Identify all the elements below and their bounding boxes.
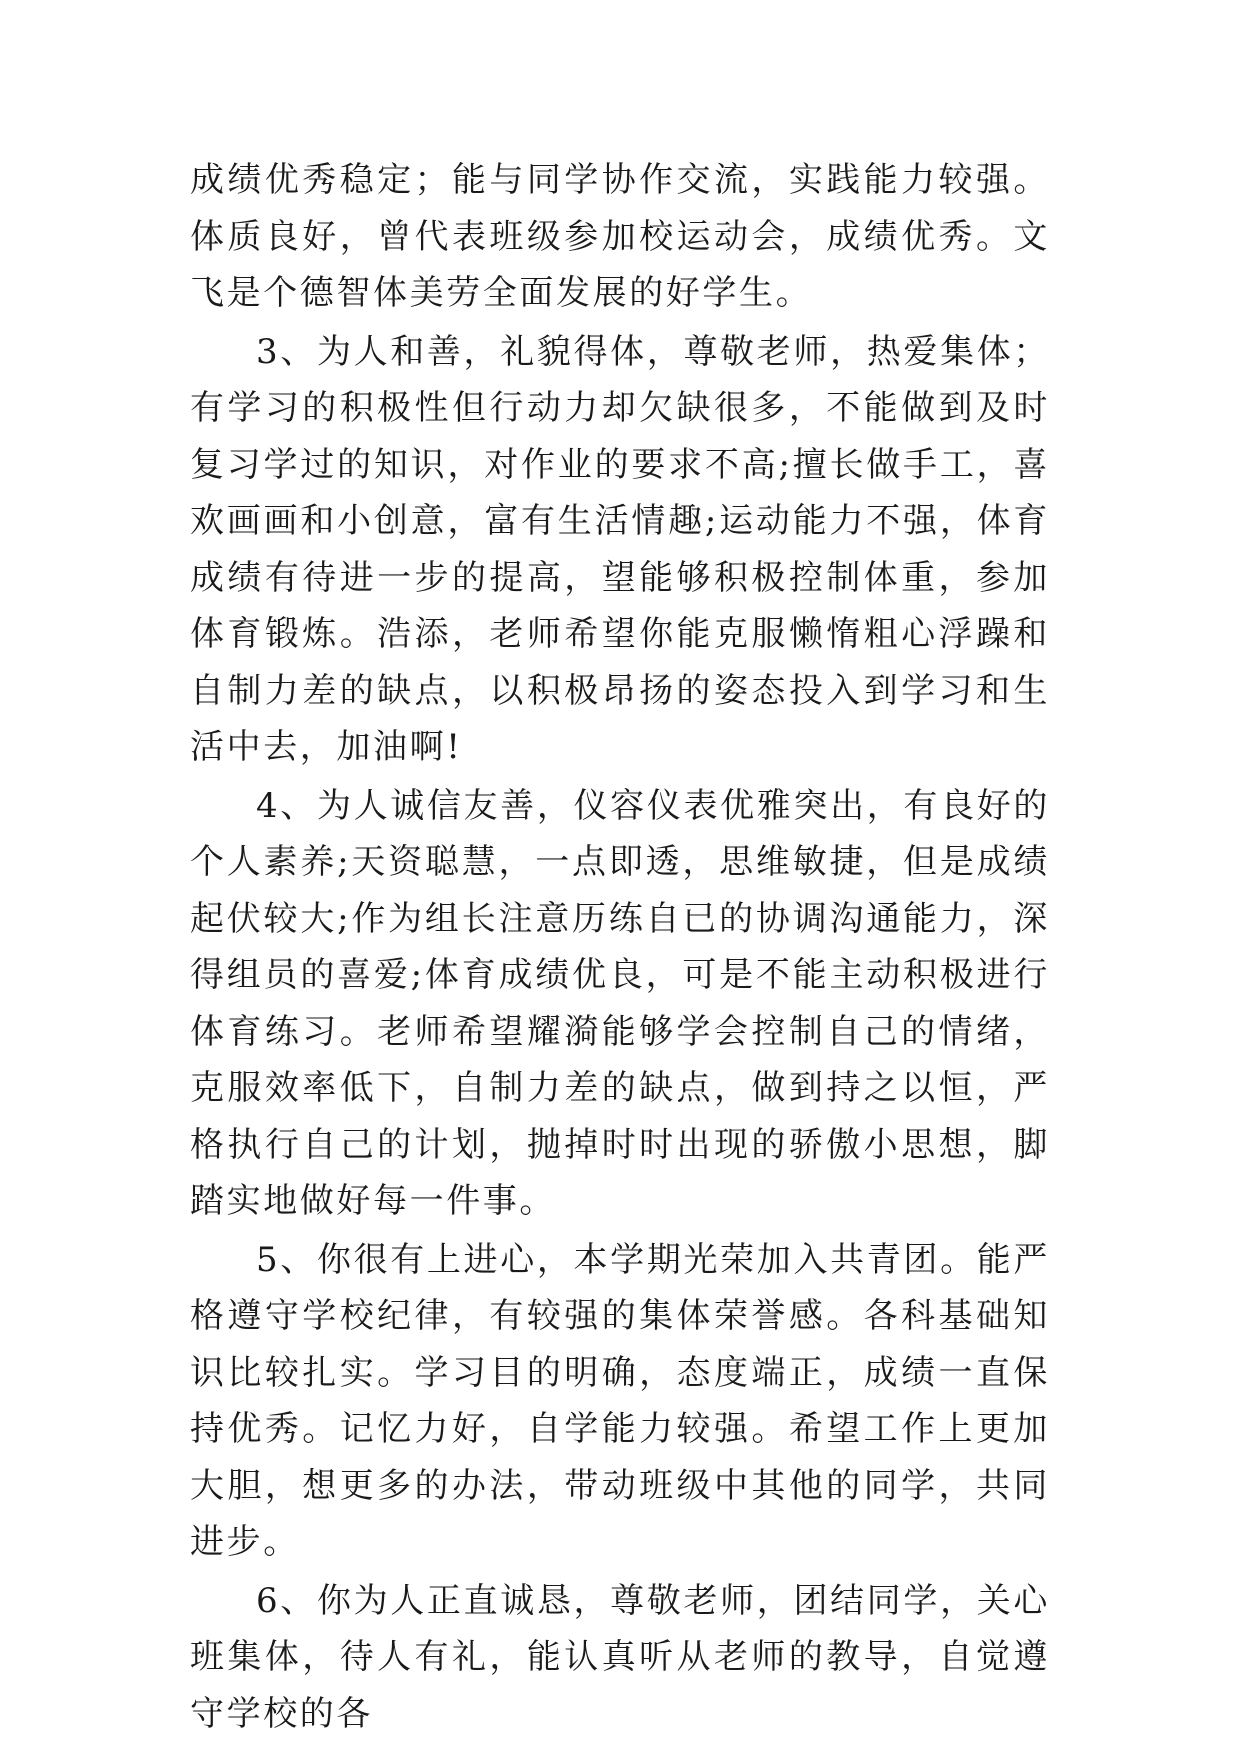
- paragraph-item-4: 4、为人诚信友善，仪容仪表优雅突出，有良好的个人素养;天资聪慧，一点即透，思维敏捷，但是成绩起伏较大;作为组长注意历练自已的协调沟通能力，深得组员的喜爱;体育成绩优良，可是不能主动积极进行体育练习。老师希望耀漪能够学会控制自己的情绪，克服效率低下，自制力差的缺点，做到持之以恒，严格执行自己的计划，抛掉时时出现的骄傲小思想，脚踏实地做好每一件事。: [190, 785, 1050, 1221]
- paragraph-item-6: 6、你为人正直诚恳，尊敬老师，团结同学，关心班集体，待人有礼，能认真听从老师的教导，自觉遵守学校的各: [190, 1580, 1050, 1734]
- paragraph-item-3: 3、为人和善，礼貌得体，尊敬老师，热爱集体；有学习的积极性但行动力却欠缺很多，不能做到及时复习学过的知识，对作业的要求不高;擅长做手工，喜欢画画和小创意，富有生活情趣;运动能力不强，体育成绩有待进一步的提高，望能够积极控制体重，参加体育锻炼。浩添，老师希望你能克服懒惰粗心浮躁和自制力差的缺点，以积极昂扬的姿态投入到学习和生活中去，加油啊!: [190, 331, 1050, 767]
- paragraph-item-5: 5、你很有上进心，本学期光荣加入共青团。能严格遵守学校纪律，有较强的集体荣誉感。各科基础知识比较扎实。学习目的明确，态度端正，成绩一直保持优秀。记忆力好，自学能力较强。希望工作上更加大胆，想更多的办法，带动班级中其他的同学，共同进步。: [190, 1239, 1050, 1562]
- document-body: [190, 152, 1050, 1744]
- paragraph-continuation: 成绩优秀稳定；能与同学协作交流，实践能力较强。体质良好，曾代表班级参加校运动会，成绩优秀。文飞是个德智体美劳全面发展的好学生。: [190, 160, 1050, 313]
